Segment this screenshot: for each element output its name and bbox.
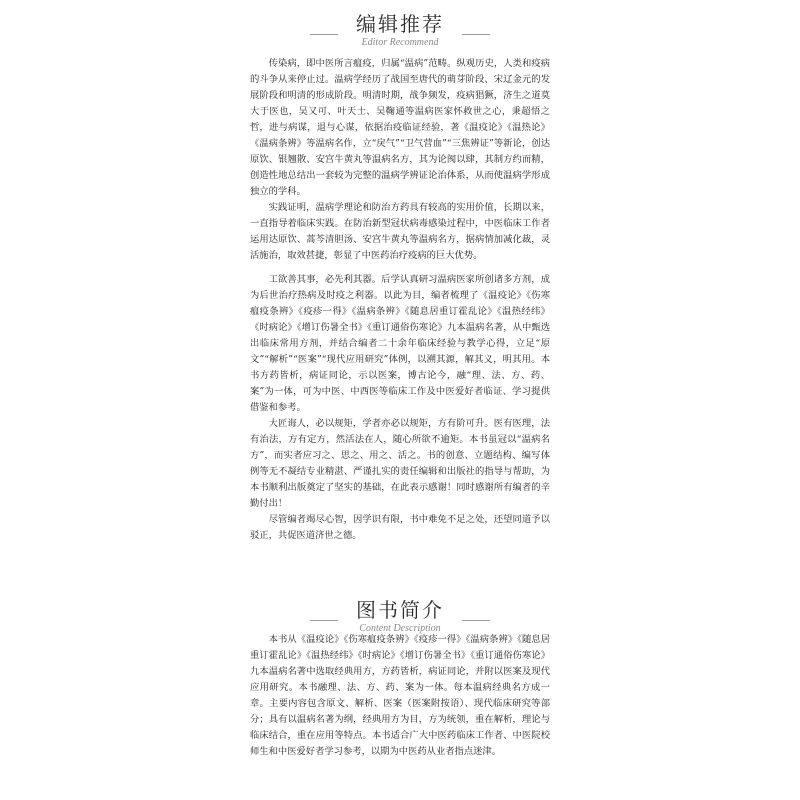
intro-section-title: 图书简介 xyxy=(356,598,444,622)
intro-section-body xyxy=(250,632,550,760)
intro-title-rule-right xyxy=(462,620,490,621)
editor-section-title: 编辑推荐 xyxy=(356,12,444,36)
editor-section-subtitle: Editor Recommend xyxy=(361,37,439,48)
editor-title-rule-left xyxy=(310,34,338,35)
editor-section-header xyxy=(0,12,800,49)
editor-paragraph-4: 大匠诲人，必以规矩，学者亦必以规矩，方有阶可升。医有医理，法有治法，方有定方，然活法在人，随心所欲不逾矩。本书虽冠以“温病名方”，而实者应习之、思之、用之、活之。书的创意、立题结构、编写体例等无不凝结专业精湛、严谨扎实的责任编辑和出版社的指导与帮助，为本书顺利出版奠定了坚实的基础，在此表示感谢！同时感谢所有编者的辛勤付出！ xyxy=(250,418,550,509)
editor-paragraph-1: 传染病，即中医所言瘟疫，归属“温病”范畴。纵观历史，人类和疫病的斗争从来停止过。温病学经历了战国至唐代的萌芽阶段、宋辽金元的发展阶段和明清的形成阶段。明清时期，战争频发，疫病猖獗，济生之道莫大于医也，吴又可、叶天士、吴鞠通等温病医家怀救世之心，秉超悟之哲，进与病谋，退与心谋，依据治疫临证经验，著《温疫论》《温热论》《温病条辨》等温病名作，立“戾气”“卫气营血”“三焦辨证”等新论，创达原饮、银翘散、安宫牛黄丸等温病名方，其为论阂以肆，其制方约而精，创造性地总结出一套较为完整的温病学辨证论治体系，从而使温病学形成独立的学科。 xyxy=(250,58,550,197)
editor-section-body xyxy=(250,56,550,544)
editor-paragraph-5: 尽管编者竭尽心智，因学识有限，书中难免不足之处，还望同道予以驳正，共促医道济世之德。 xyxy=(250,514,550,541)
intro-title-rule-left xyxy=(310,620,338,621)
editor-title-rule-right xyxy=(462,34,490,35)
editor-paragraph-3: 工欲善其事，必先利其器。后学认真研习温病医家所创诸多方剂，成为后世治疗热病及时疫之利器。以此为目，编者梳理了《温疫论》《伤寒瘟疫条辨》《疫疹一得》《温病条辨》《随息居重订霍乱论》《温热经纬》《时病论》《增订伤暑全书》《重订通俗伤寒论》九本温病名著，从中甄选出临床常用方剂，并结合编者二十余年临床经验与教学心得，立足“原文”“解析”“医案”“现代应用研究”体例，以溯其源，解其义，明其用。本书方药皆析，病证同论，示以医案，博古论今，融“理、法、方、药、案”为一体，可为中医、中西医等临床工作及中医爱好者临证、学习提供借鉴和参考。 xyxy=(250,274,550,413)
editor-paragraph-2: 实践证明，温病学理论和防治方药具有较高的实用价值，长期以来，一直指导着临床实践。在防治新型冠状病毒感染过程中，中医临床工作者运用达原饮、蒿芩清胆汤、安宫牛黄丸等温病名方，据病情加减化裁，灵活施治，取效甚捷，彰显了中医药治疗疫病的巨大优势。 xyxy=(250,202,550,261)
intro-section-subtitle: Content Description xyxy=(359,623,441,634)
intro-paragraph-1: 本书从《温疫论》《伤寒瘟疫条辨》《疫疹一得》《温病条辨》《随息居重订霍乱论》《温热经纬》《时病论》《增订伤暑全书》《重订通俗伤寒论》九本温病名著中选取经典用方，方药皆析，病证同论，并附以医案及现代应用研究。本书融理、法、方、药、案为一体。每本温病经典名方成一章。主要内容包含原文、解析、医案（医案附按语）、现代临床研究等部分；具有以温病名著为纲，经典用方为目，方为统领，重在解析，理论与临床结合，重在应用等特点。本书适合广大中医药临床工作者、中医院校师生和中医爱好者学习参考，以期为中医药从业者指点迷津。 xyxy=(250,634,550,757)
intro-section-header xyxy=(0,598,800,635)
